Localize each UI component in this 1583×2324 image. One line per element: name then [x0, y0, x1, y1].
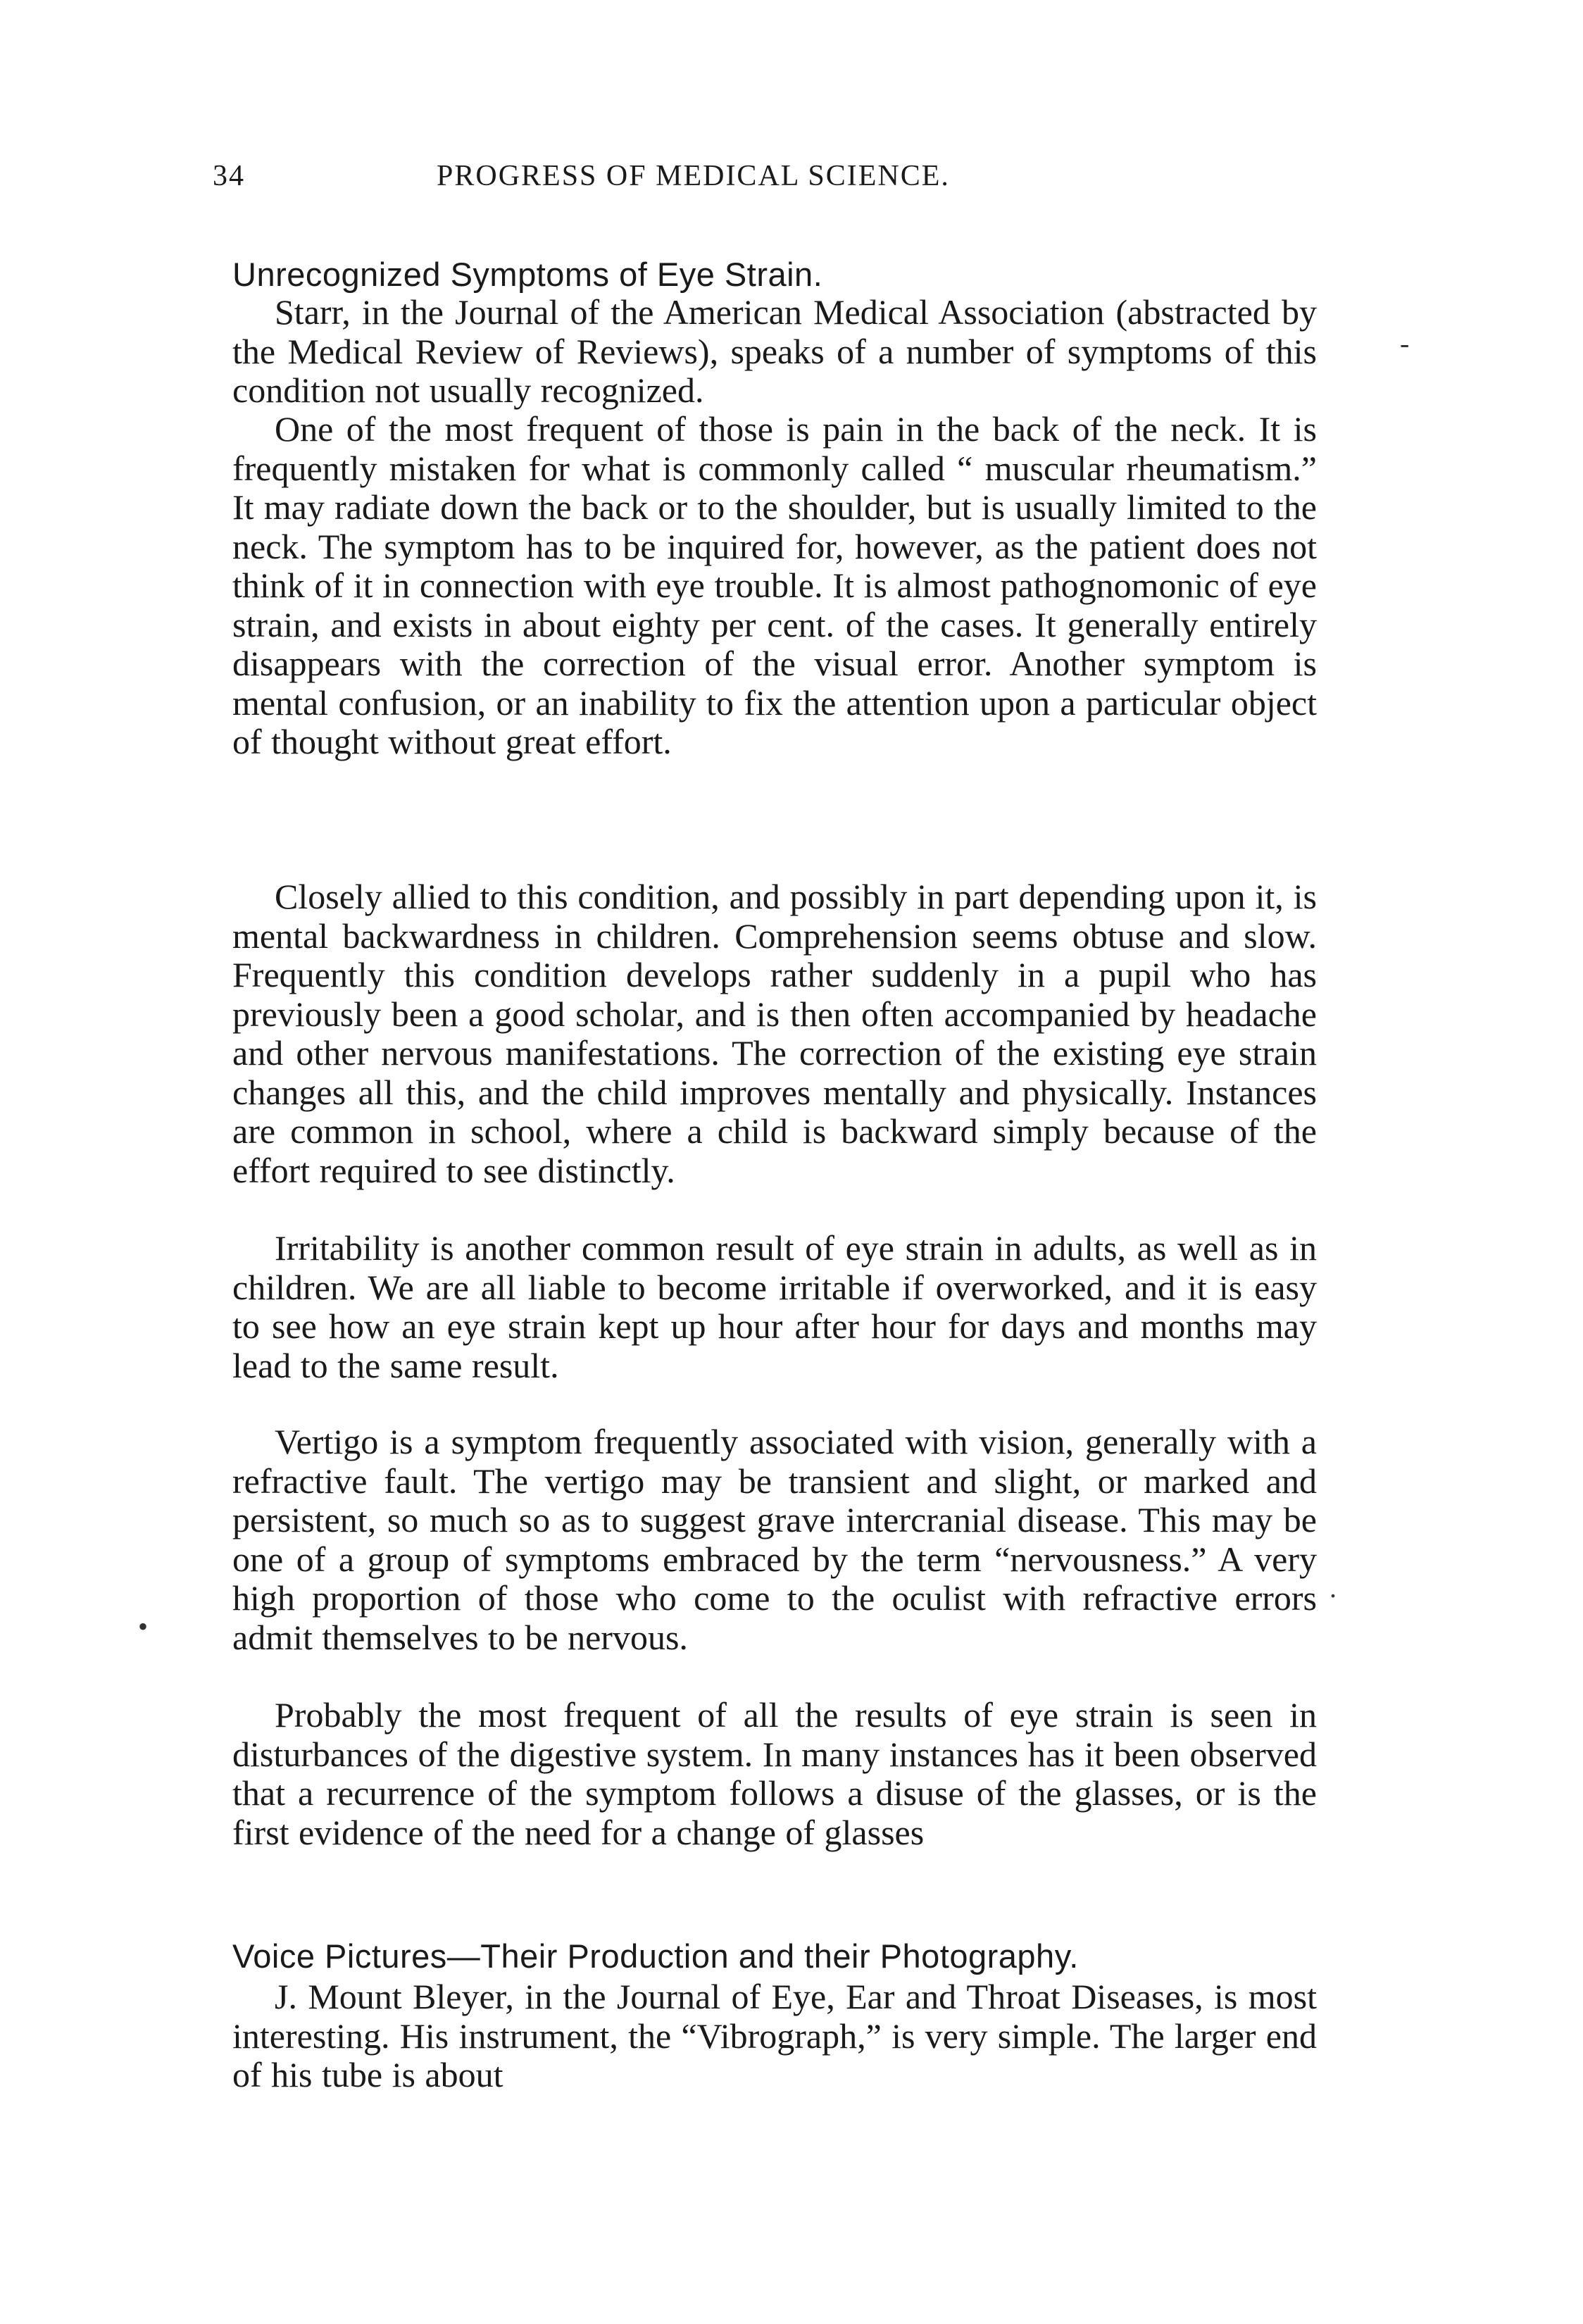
- paragraph: Starr, in the Journal of the American Medical Association (abstracted by the Medical Review of Reviews), speaks of a number of symptoms of this condition not usually recognized.: [232, 292, 1317, 410]
- margin-mark: .: [1329, 1572, 1337, 1604]
- margin-mark: •: [138, 1611, 149, 1642]
- margin-mark: -: [1400, 327, 1410, 359]
- page-number: 34: [213, 160, 245, 192]
- section-heading-voice-pictures: Voice Pictures—Their Production and their Photography.: [232, 1937, 1079, 1975]
- section-heading-eye-strain: Unrecognized Symptoms of Eye Strain.: [232, 256, 823, 293]
- running-title: PROGRESS OF MEDICAL SCIENCE.: [437, 160, 950, 192]
- paragraph: Probably the most frequent of all the results of eye strain is seen in disturbances of the digestive system. In many instances has it been observed that a recurrence of the symptom follows a disuse of the glasses, or is the first evidence of the need for a change of glasses: [232, 1695, 1317, 1852]
- paragraph: Irritability is another common result of eye strain in adults, as well as in children. We are all liable to become irritable if overworked, and it is easy to see how an eye strain kept up hour after hour for days and months may lead to the same result.: [232, 1228, 1317, 1385]
- paragraph: J. Mount Bleyer, in the Journal of Eye, Ear and Throat Diseases, is most interesting. His instrument, the “Vibrograph,” is very simple. The larger end of his tube is about: [232, 1977, 1317, 2094]
- paragraph: One of the most frequent of those is pain in the back of the neck. It is frequently mistaken for what is commonly called “ muscular rheumatism.” It may radiate down the back or to the shoulder, but is usually limited to the neck. The symptom has to be inquired for, however, as the patient does not think of it in connection with eye trouble. It is almost pathognomonic of eye strain, and exists in about eighty per cent. of the cases. It generally entirely disappears with the correction of the visual error. Another symptom is mental confusion, or an inability to fix the attention upon a particular object of thought without great effort.: [232, 409, 1317, 761]
- paragraph: Vertigo is a symptom frequently associated with vision, generally with a refractive fault. The vertigo may be transient and slight, or marked and persistent, so much so as to suggest grave intercranial disease. This may be one of a group of symptoms embraced by the term “nervousness.” A very high proportion of those who come to the oculist with refractive errors admit themselves to be nervous.: [232, 1422, 1317, 1657]
- paragraph: Closely allied to this condition, and possibly in part depending upon it, is mental backwardness in children. Comprehension seems obtuse and slow. Frequently this condition develops rather suddenly in a pupil who has previously been a good scholar, and is then often accompanied by headache and other nervous manifestations. The correction of the existing eye strain changes all this, and the child improves mentally and physically. Instances are common in school, where a child is backward simply because of the effort required to see distinctly.: [232, 877, 1317, 1190]
